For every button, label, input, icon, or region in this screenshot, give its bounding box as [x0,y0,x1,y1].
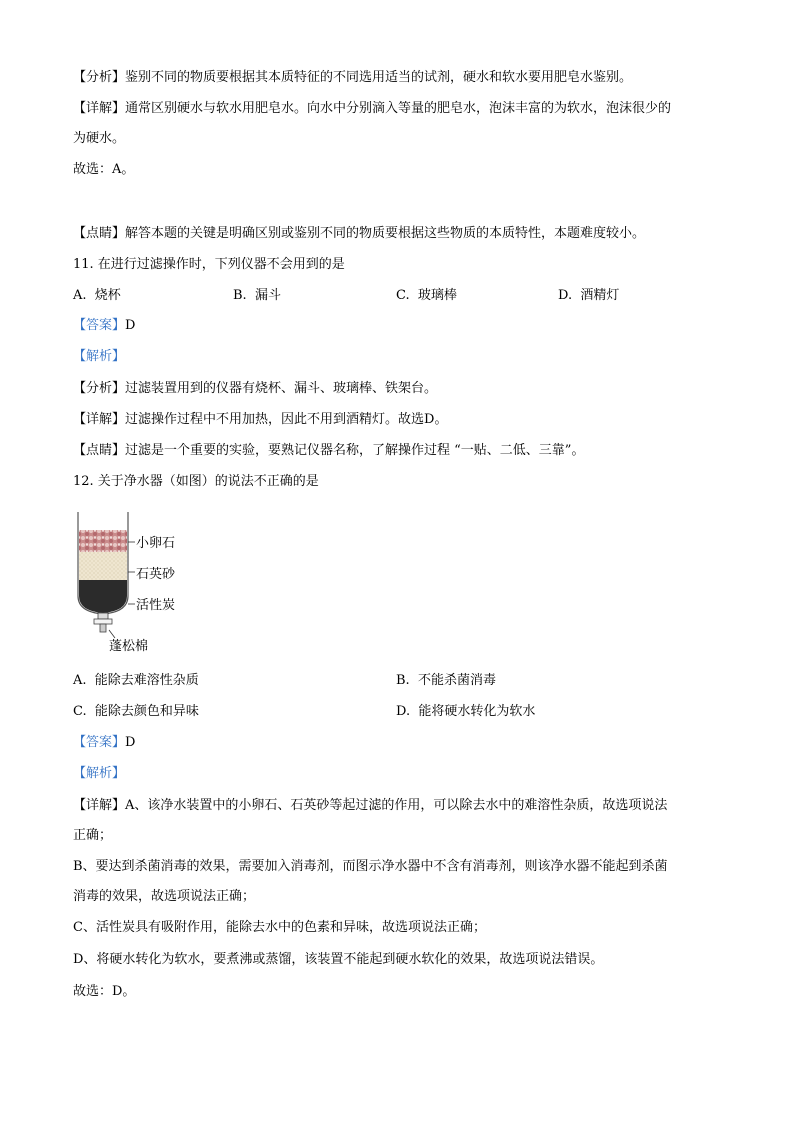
detail-tag: 【详解】 [73,798,126,813]
q11-detail-line [73,410,447,430]
q12-detail-b-1: B、要达到杀菌消毒的效果，需要加入消毒剂，而图示净水器中不含有消毒剂，则该净水器不能起到杀菌 [73,859,668,874]
sand-layer [79,552,127,580]
q12-answer [73,733,135,753]
q12-option-d: D. 能将硬水转化为软水 [396,704,536,719]
q11-comment-line [73,441,584,461]
q12-detail-a-2: 正确； [73,828,113,843]
q12-choice: 故选：D。 [73,984,136,999]
label-cotton: 蓬松棉 [109,639,149,654]
q11-option-a: A. 烧杯 [73,288,121,303]
analysis-text: 鉴别不同的物质要根据其本质特征的不同选用适当的试剂，硬水和软水要用肥皂水鉴别。 [125,70,633,85]
answer-tag: 【答案】 [73,735,126,750]
detail-tag: 【详解】 [73,101,126,116]
outlet-spout [94,613,112,632]
q10-detail-line-2 [73,129,125,149]
comment-text: 过滤是一个重要的实验，要熟记仪器名称，了解操作过程 “一贴、二低、三靠”。 [125,443,585,458]
analysis-text: 过滤装置用到的仪器有烧杯、漏斗、玻璃棒、铁架台。 [125,381,438,396]
q11-answer [73,316,135,336]
label-pebbles: 小卵石 [136,536,176,551]
q10-detail-line-1 [73,99,671,119]
comment-tag: 【点睛】 [73,226,126,241]
carbon-layer [79,580,127,613]
q11-option-b: B. 漏斗 [233,288,281,303]
comment-text: 解答本题的关键是明确区别或鉴别不同的物质要根据这些物质的本质特性，本题难度较小。 [125,226,646,241]
q12-option-c: C. 能除去颜色和异味 [73,704,199,719]
q10-comment-line [73,224,645,244]
q10-choice: 故选：A。 [73,162,135,177]
q11-analysis-line [73,379,437,399]
q12-detail-c: C、活性炭具有吸附作用，能除去水中的色素和异味，故选项说法正确； [73,920,486,935]
jiexi-tag: 【解析】 [73,349,126,364]
q11-option-d: D. 酒精灯 [558,288,620,303]
q12-option-b: B. 不能杀菌消毒 [396,673,496,688]
comment-tag: 【点睛】 [73,443,126,458]
water-purifier-figure [73,508,193,656]
detail-text-cont: 为硬水。 [73,131,126,146]
answer-value: D [125,735,136,750]
label-quartz-sand: 石英砂 [136,567,176,582]
pebble-layer [79,530,127,552]
q12-jiexi [73,764,125,784]
q12-stem: 12. 关于净水器（如图）的说法不正确的是 [73,474,319,489]
q12-option-a: A. 能除去难溶性杂质 [73,673,199,688]
answer-tag: 【答案】 [73,318,126,333]
detail-tag: 【详解】 [73,412,126,427]
label-activated-carbon: 活性炭 [136,598,176,613]
analysis-tag: 【分析】 [73,381,126,396]
answer-value: D [125,318,136,333]
q12-detail-a-1: 【详解】A、该净水装置中的小卵石、石英砂等起过滤的作用，可以除去水中的难溶性杂质，故选项说法 [73,798,668,813]
detail-text: 通常区别硬水与软水用肥皂水。向水中分别滴入等量的肥皂水，泡沫丰富的为软水，泡沫很少的 [125,101,672,116]
jiexi-tag: 【解析】 [73,766,126,781]
q11-option-c: C. 玻璃棒 [396,288,457,303]
analysis-tag: 【分析】 [73,70,126,85]
detail-text: 过滤操作过程中不用加热，因此不用到酒精灯。故选D。 [125,412,448,427]
q12-detail-b-2: 消毒的效果，故选项说法正确； [73,889,256,904]
q12-detail-d: D、将硬水转化为软水，要煮沸或蒸馏，该装置不能起到硬水软化的效果，故选项说法错误。 [73,952,604,967]
q10-analysis-line [73,68,632,88]
q11-jiexi [73,347,125,367]
q11-stem: 11. 在进行过滤操作时，下列仪器不会用到的是 [73,257,345,272]
